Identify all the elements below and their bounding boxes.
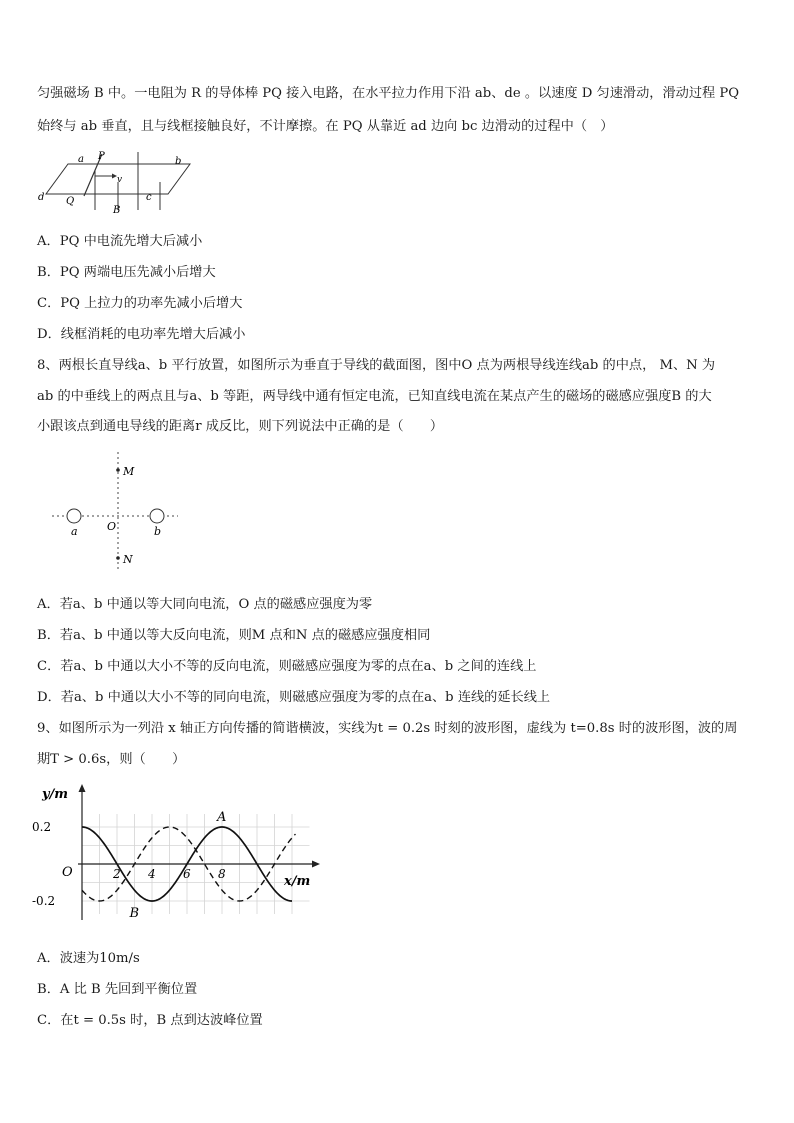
x-axis-label: x/m (284, 874, 311, 889)
q7-option-d: D．线框消耗的电功率先增大后减小 (37, 327, 246, 342)
point-m (116, 468, 120, 472)
label-c: c (146, 192, 152, 203)
label-n: N (123, 553, 133, 566)
q7-option-b: B．PQ 两端电压先减小后增大 (37, 265, 216, 280)
label-o: O (107, 520, 117, 533)
q9-option-c: C．在t = 0.5s 时，B 点到达波峰位置 (37, 1013, 263, 1028)
q7-stem-line-2: 始终与 ab 垂直，且与线框接触良好，不计摩擦。在 PQ 从靠近 ad 边向 bc 边滑动的过程中（ ） (37, 119, 614, 134)
label-a: a (71, 525, 78, 538)
label-p: P (98, 151, 105, 162)
label-d: d (38, 192, 45, 203)
q8-stem-line-3: 小跟该点到通电导线的距离r 成反比，则下列说法中正确的是（ ） (37, 419, 444, 434)
q7-figure (40, 146, 200, 218)
q9-stem-line-2: 期T > 0.6s，则（ ） (37, 752, 186, 767)
y-tick-label: 0.2 (32, 820, 52, 834)
wire-a (67, 509, 81, 523)
q7-option-a: A．PQ 中电流先增大后减小 (37, 234, 203, 249)
q8-stem-line-2: ab 的中垂线上的两点且与a、b 等距，两导线中通有恒定电流，已知直线电流在某点产生的磁场的磁感应强度B 的大 (37, 389, 712, 404)
wire-b (150, 509, 164, 523)
x-tick-label: 2 (113, 867, 121, 881)
x-tick-label: 8 (218, 867, 226, 881)
point-label-a: A (217, 810, 227, 825)
q9-option-a: A．波速为10m/s (37, 951, 140, 966)
q8-option-b: B．若a、b 中通以等大反向电流，则M 点和N 点的磁感应强度相同 (37, 628, 431, 643)
q8-figure (50, 448, 190, 578)
y-tick-label: -0.2 (32, 894, 56, 908)
y-axis-label: y/m (42, 787, 69, 802)
y-axis-arrowhead (79, 784, 86, 792)
label-m: M (123, 465, 135, 478)
x-tick-label: 4 (148, 867, 156, 881)
label-field-b: B (113, 205, 121, 216)
point-label-b: B (129, 906, 140, 921)
label-a: a (78, 154, 84, 165)
label-b: b (154, 525, 162, 538)
label-b: b (175, 156, 182, 167)
q8-option-d: D．若a、b 中通以大小不等的同向电流，则磁感应强度为零的点在a、b 连线的延长线上 (37, 690, 551, 705)
q7-stem-line-1: 匀强磁场 B 中。一电阻为 R 的导体棒 PQ 接入电路，在水平拉力作用下沿 ab、de 。以速度 D 匀速滑动，滑动过程 PQ (37, 86, 740, 101)
label-q: Q (66, 196, 75, 207)
origin-label: O (62, 865, 73, 880)
q8-option-a: A．若a、b 中通以等大同向电流，O 点的磁感应强度为零 (37, 597, 373, 612)
q8-option-c: C．若a、b 中通以大小不等的反向电流，则磁感应强度为零的点在a、b 之间的连线上 (37, 659, 537, 674)
q8-stem-line-1: 8、两根长直导线a、b 平行放置，如图所示为垂直于导线的截面图，图中O 点为两根导线连线ab 的中点， M、N 为 (37, 358, 716, 373)
x-axis-arrowhead (312, 861, 320, 868)
q9-stem-line-1: 9、如图所示为一列沿 x 轴正方向传播的简谐横波，实线为t = 0.2s 时刻的波形图，虚线为 t=0.8s 时的波形图，波的周 (37, 721, 738, 736)
q9-wave-chart (30, 780, 320, 930)
q7-option-c: C．PQ 上拉力的功率先减小后增大 (37, 296, 243, 311)
q9-option-b: B．A 比 B 先回到平衡位置 (37, 982, 198, 997)
point-n (116, 556, 120, 560)
label-v: v (117, 175, 123, 185)
x-tick-label: 6 (183, 867, 191, 881)
